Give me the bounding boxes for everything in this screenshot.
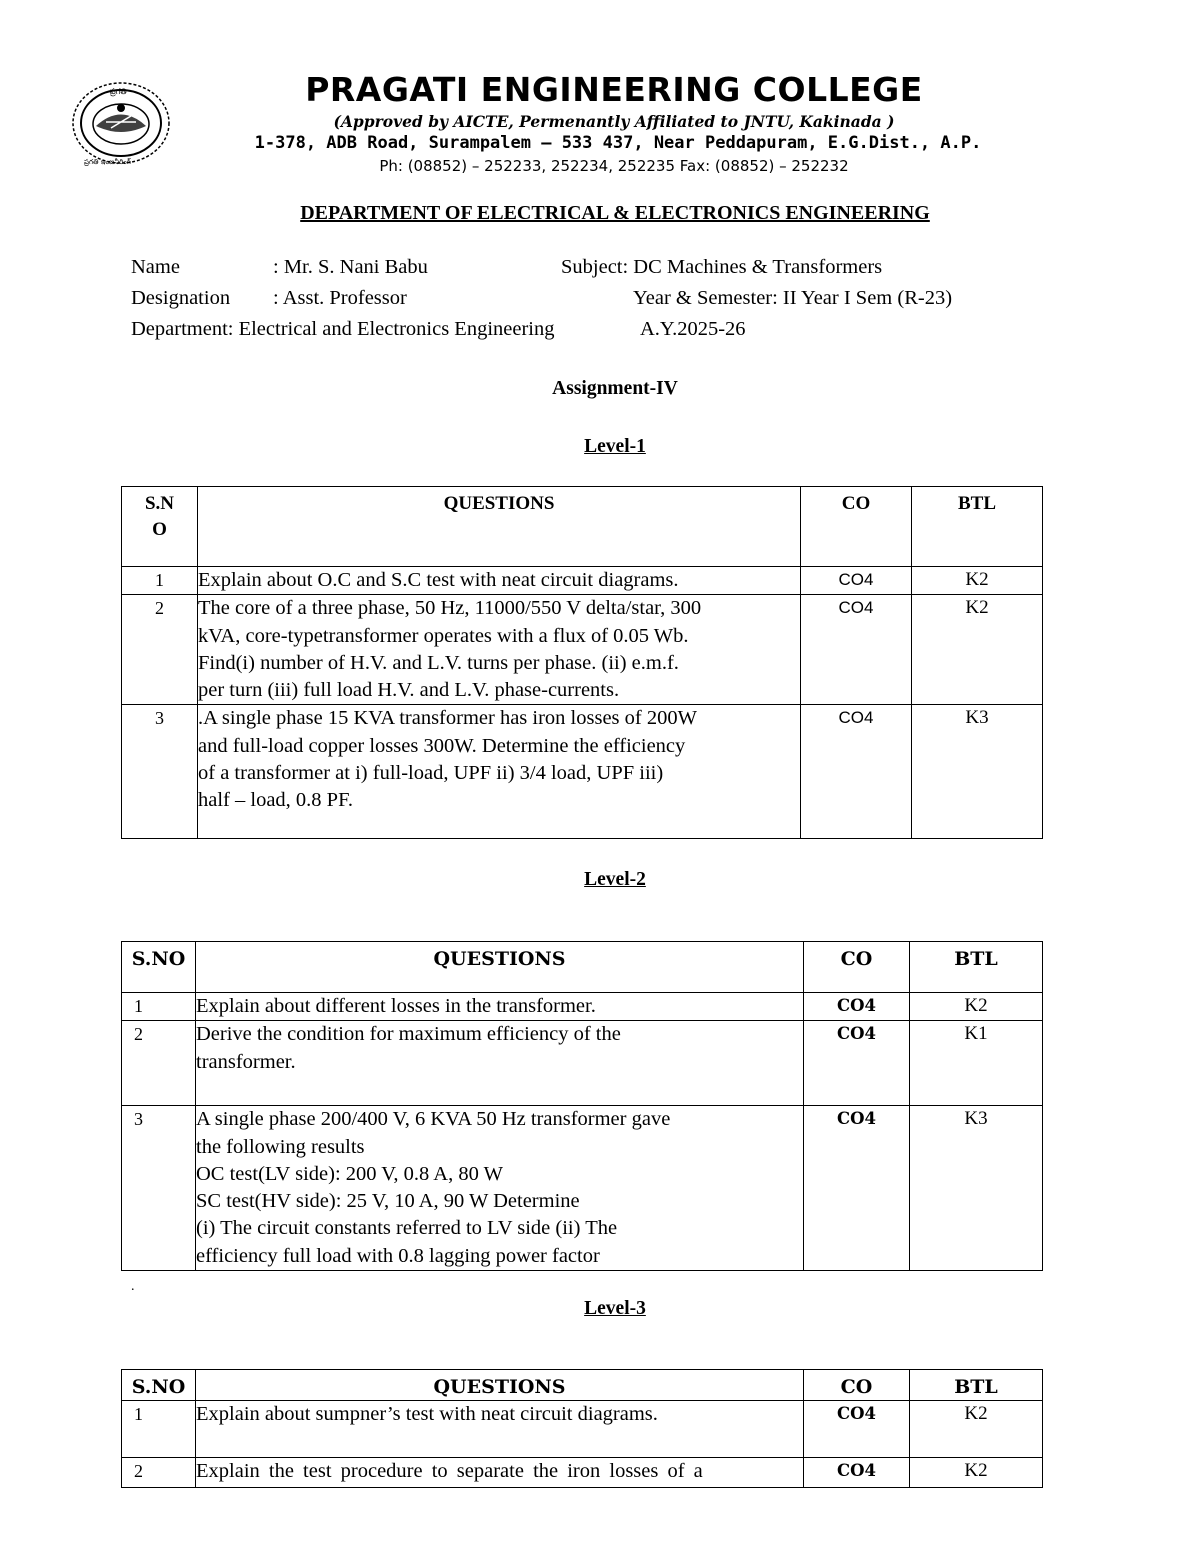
btl-header: BTL xyxy=(912,487,1043,567)
year-semester-field: Year & Semester: II Year I Sem (R-23) xyxy=(633,287,953,309)
department-field: Department: Electrical and Electronics Engineering xyxy=(131,318,555,340)
btl-header: BTL xyxy=(910,1370,1043,1401)
row-sno: 1 xyxy=(122,1401,196,1458)
row-sno: 1 xyxy=(122,567,198,595)
row-btl: K1 xyxy=(910,1021,1043,1106)
co-header: CO xyxy=(804,942,910,993)
row-sno: 3 xyxy=(122,705,198,839)
name-value: : Mr. S. Nani Babu xyxy=(273,256,428,278)
row-co: CO4 xyxy=(804,1458,910,1488)
btl-header: BTL xyxy=(910,942,1043,993)
subject-field: Subject: DC Machines & Transformers xyxy=(561,256,883,278)
row-question: .A single phase 15 KVA transformer has iron losses of 200W and full-load copper losses 300W. Determine the efficiency of a transformer at i) full-load, UPF ii) 3/4 load, UPF iii) half – load, 0.8 PF. xyxy=(198,705,801,839)
row-question: Explain about O.C and S.C test with neat circuit diagrams. xyxy=(198,567,801,595)
row-btl: K2 xyxy=(910,1458,1043,1488)
designation-label: Designation xyxy=(131,287,231,309)
row-sno: 3 xyxy=(122,1106,196,1271)
assignment-title: Assignment-IV xyxy=(552,378,678,399)
table-row xyxy=(122,1021,1043,1106)
row-co: CO4 xyxy=(804,993,910,1021)
row-question: Derive the condition for maximum efficiency of the transformer. xyxy=(196,1021,804,1106)
table-row xyxy=(122,567,1043,595)
row-co: CO4 xyxy=(804,1021,910,1106)
name-label: Name xyxy=(131,256,180,278)
questions-header: QUESTIONS xyxy=(196,942,804,993)
row-sno: 2 xyxy=(122,1458,196,1488)
questions-header: QUESTIONS xyxy=(198,487,801,567)
logo-top-text: ప్రగతి xyxy=(110,87,127,96)
row-question: Explain about sumpner’s test with neat circuit diagrams. xyxy=(196,1401,804,1458)
table-row xyxy=(122,705,1043,839)
table-header-row xyxy=(122,1370,1043,1401)
row-sno: 2 xyxy=(122,1021,196,1106)
row-co: CO4 xyxy=(801,567,912,595)
logo-bottom-text: ప్రగతి ఇంజనీరింగ్ xyxy=(84,158,131,166)
row-btl: K3 xyxy=(910,1106,1043,1271)
table-header-row xyxy=(122,942,1043,993)
sno-header: S.NO xyxy=(122,942,196,993)
co-header: CO xyxy=(804,1370,910,1401)
level3-title: Level-3 xyxy=(584,1298,646,1319)
department-title: DEPARTMENT OF ELECTRICAL & ELECTRONICS ENGINEERING xyxy=(300,202,930,224)
row-sno: 1 xyxy=(122,993,196,1021)
row-co: CO4 xyxy=(801,595,912,705)
table-row xyxy=(122,1458,1043,1488)
separator-dot: . xyxy=(131,1279,135,1294)
level2-question-table xyxy=(121,941,1043,1271)
row-btl: K2 xyxy=(912,567,1043,595)
college-address: 1-378, ADB Road, Surampalem – 533 437, Near Peddapuram, E.G.Dist., A.P. xyxy=(254,133,982,153)
row-btl: K3 xyxy=(912,705,1043,839)
table-row xyxy=(122,595,1043,705)
college-phone: Ph: (08852) – 252233, 252234, 252235 Fax: (08852) – 252232 xyxy=(379,157,849,175)
academic-year-field: A.Y.2025-26 xyxy=(640,318,746,340)
level3-question-table xyxy=(121,1369,1043,1488)
row-sno: 2 xyxy=(122,595,198,705)
row-co: CO4 xyxy=(804,1401,910,1458)
college-name: PRAGATI ENGINEERING COLLEGE xyxy=(305,70,923,109)
sno-header: S.N O xyxy=(122,487,198,567)
affiliation-line: (Approved by AICTE, Permenantly Affiliated to JNTU, Kakinada ) xyxy=(333,112,895,131)
table-row xyxy=(122,1106,1043,1271)
row-btl: K2 xyxy=(910,993,1043,1021)
questions-header: QUESTIONS xyxy=(196,1370,804,1401)
level2-title: Level-2 xyxy=(584,869,646,890)
row-question: A single phase 200/400 V, 6 KVA 50 Hz transformer gave the following results OC test(LV side): 200 V, 0.8 A, 80 W SC test(HV side): 25 V, 10 A, 90 W Determine (i) The circuit constants referred to LV side (ii) The efficiency full load with 0.8 lagging power factor xyxy=(196,1106,804,1271)
designation-value: : Asst. Professor xyxy=(273,287,407,309)
co-header: CO xyxy=(801,487,912,567)
row-co: CO4 xyxy=(801,705,912,839)
sno-header: S.NO xyxy=(122,1370,196,1401)
row-question: Explain the test procedure to separate the iron losses of a xyxy=(196,1458,804,1488)
level1-title: Level-1 xyxy=(584,436,646,457)
row-question: Explain about different losses in the transformer. xyxy=(196,993,804,1021)
level1-question-table xyxy=(121,486,1043,839)
row-btl: K2 xyxy=(912,595,1043,705)
row-btl: K2 xyxy=(910,1401,1043,1458)
table-row xyxy=(122,1401,1043,1458)
table-header-row xyxy=(122,487,1043,567)
row-co: CO4 xyxy=(804,1106,910,1271)
table-row xyxy=(122,993,1043,1021)
row-question: The core of a three phase, 50 Hz, 11000/550 V delta/star, 300 kVA, core-typetransformer operates with a flux of 0.05 Wb. Find(i) number of H.V. and L.V. turns per phase. (ii) e.m.f. per turn (iii) full load H.V. and L.V. phase-currents. xyxy=(198,595,801,705)
